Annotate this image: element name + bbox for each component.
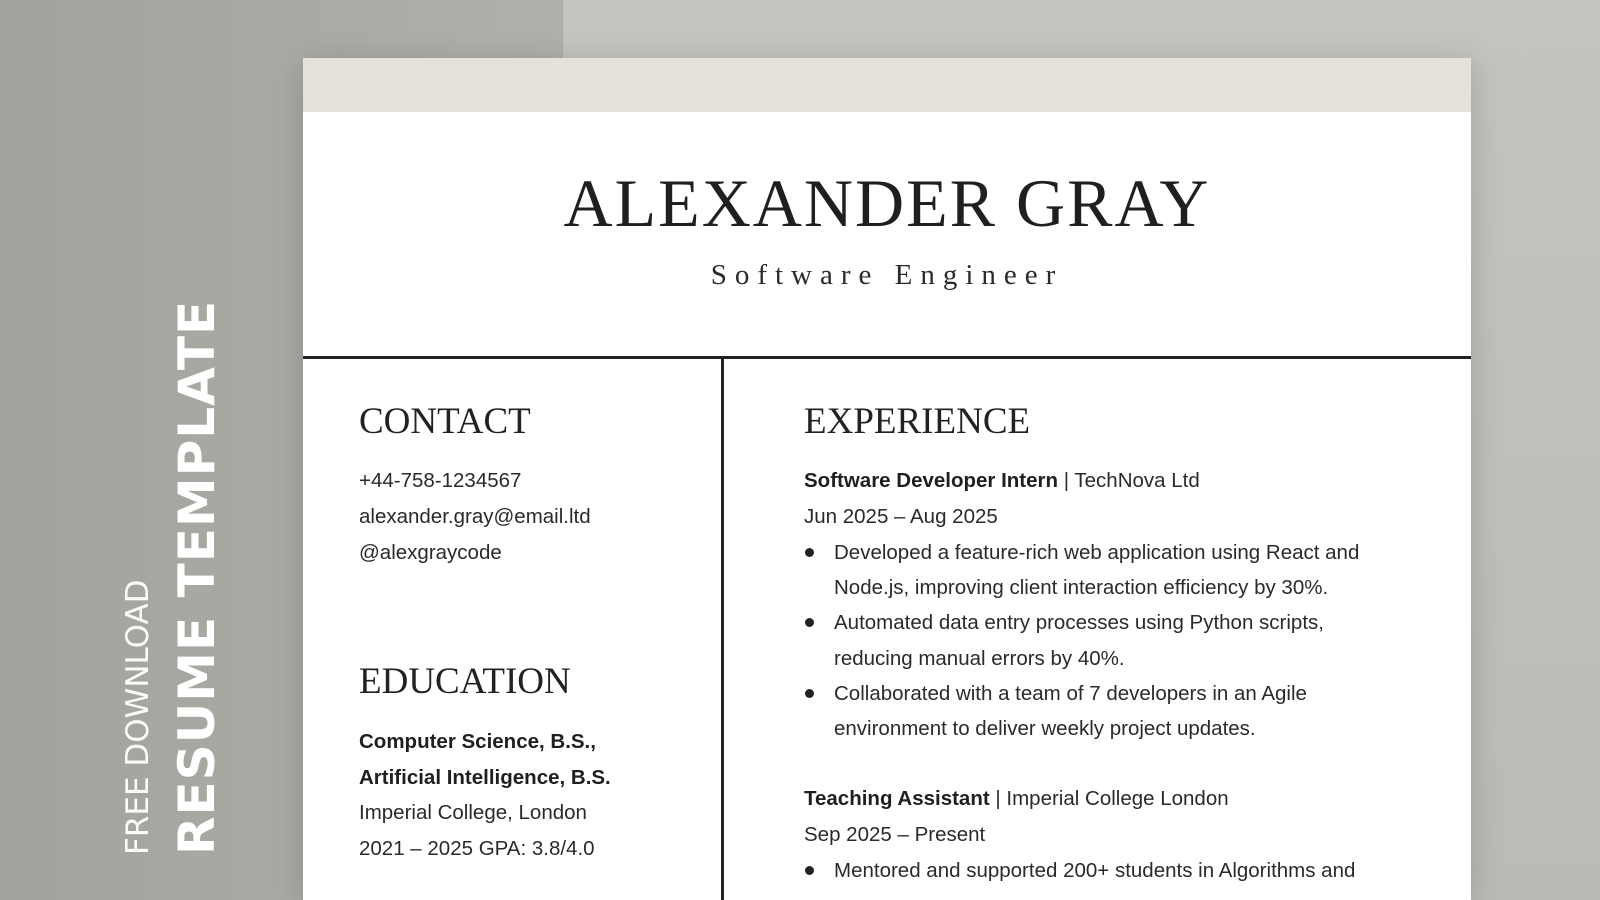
education-school: Imperial College, London — [359, 801, 587, 824]
side-banner-line1: FREE DOWNLOAD — [120, 579, 156, 855]
job-bullet-line: Automated data entry processes using Python scripts, — [834, 611, 1324, 634]
side-banner-line2: RESUME TEMPLATE — [168, 299, 226, 855]
education-degree-line2: Artificial Intelligence, B.S. — [359, 766, 611, 789]
bullet-marker — [805, 866, 814, 875]
job-title-line — [804, 785, 1229, 813]
education-heading: EDUCATION — [359, 661, 571, 702]
job-bullet-line: Developed a feature-rich web application using React and — [834, 541, 1360, 564]
job-title-line — [804, 467, 1200, 495]
job-role: Software Developer Intern — [804, 469, 1059, 492]
job-bullet-line: Mentored and supported 200+ students in Algorithms and — [834, 859, 1356, 882]
job-bullet-line: Node.js, improving client interaction efficiency by 30%. — [834, 576, 1329, 599]
column-divider — [721, 357, 724, 900]
bullet-marker — [805, 618, 814, 627]
job-bullet-line: environment to deliver weekly project updates. — [834, 717, 1256, 740]
job-bullet-line: reducing manual errors by 40%. — [834, 647, 1125, 670]
job-role: Teaching Assistant — [804, 787, 990, 810]
experience-heading: EXPERIENCE — [804, 401, 1031, 442]
resume-name: ALEXANDER GRAY — [563, 165, 1211, 241]
job-dates: Jun 2025 – Aug 2025 — [804, 505, 998, 528]
contact-handle: @alexgraycode — [359, 541, 502, 564]
job-dates: Sep 2025 – Present — [804, 823, 986, 846]
education-degree-line1: Computer Science, B.S., — [359, 730, 596, 753]
bullet-marker — [805, 548, 814, 557]
resume-document — [303, 58, 1471, 900]
contact-email: alexander.gray@email.ltd — [359, 505, 591, 528]
contact-heading: CONTACT — [359, 401, 531, 442]
job-company: | TechNova Ltd — [1058, 469, 1200, 492]
job-bullet-line: Collaborated with a team of 7 developers in an Agile — [834, 682, 1307, 705]
job-company: | Imperial College London — [989, 787, 1229, 810]
contact-phone: +44-758-1234567 — [359, 469, 522, 492]
header-divider — [303, 356, 1471, 359]
bullet-marker — [805, 689, 814, 698]
education-dates-gpa: 2021 – 2025 GPA: 3.8/4.0 — [359, 837, 595, 860]
resume-title: Software Engineer — [710, 259, 1064, 291]
document-top-band — [303, 58, 1471, 112]
